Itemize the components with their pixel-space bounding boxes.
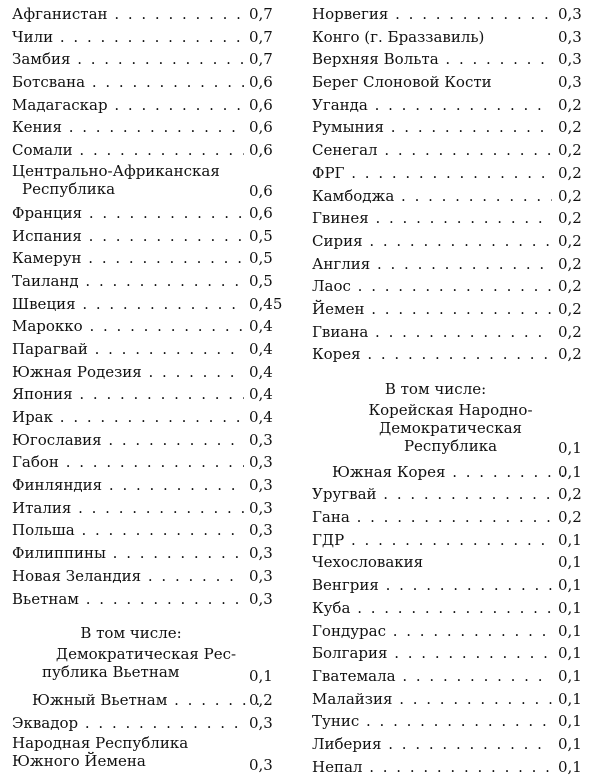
country-value: 0,6 — [249, 181, 273, 200]
country-value: 0,4 — [249, 317, 273, 336]
country-value: 0,5 — [249, 249, 273, 268]
country-name: Сирия . . . — [312, 230, 552, 253]
country-name: Уганда . . . — [312, 94, 552, 117]
country-value: 0,2 — [558, 186, 582, 205]
country-name-line: Демократическая — [379, 418, 522, 437]
country-value: 0,7 — [249, 5, 273, 23]
country-value: 0,3 — [249, 589, 273, 608]
country-name: Франция . . . — [12, 202, 244, 225]
country-value: 0,3 — [249, 521, 273, 540]
country-name: Англия . . . — [312, 253, 552, 276]
table-row — [312, 756, 589, 778]
table-row — [312, 506, 589, 529]
country-name: Кения . . . — [12, 116, 244, 139]
table-row — [312, 597, 589, 620]
country-value: 0,6 — [249, 203, 273, 222]
country-value: 0,1 — [558, 598, 582, 617]
country-name-line: Корейская Народно- — [368, 400, 533, 419]
country-value: 0,6 — [249, 141, 273, 160]
country-value: 0,3 — [249, 566, 273, 585]
country-name: Швеция . . . — [12, 293, 244, 316]
country-value: 0,1 — [558, 666, 582, 685]
table-row — [312, 275, 589, 298]
country-value: 0,1 — [558, 757, 582, 776]
country-name: Чили . . . — [12, 26, 244, 49]
table-row — [312, 710, 589, 733]
country-name-line: Центрально-Африканская — [12, 161, 220, 180]
table-row — [312, 26, 589, 49]
country-value: 0,3 — [249, 713, 273, 732]
country-value: 0,2 — [249, 690, 273, 709]
country-name: Куба . . . — [312, 597, 552, 620]
country-name-line: Народная Республика — [12, 734, 189, 753]
country-name-line: публика Вьетнам — [42, 662, 180, 681]
table-row — [12, 3, 280, 26]
table-row — [312, 298, 589, 321]
country-value: 0,6 — [249, 95, 273, 114]
country-name: Гондурас . . . — [312, 620, 552, 643]
country-name-line: Южного Йемена — [12, 752, 146, 771]
table-row — [312, 461, 589, 484]
table-row — [12, 497, 280, 520]
table-row — [12, 202, 280, 225]
country-name: Норвегия . . . — [312, 3, 552, 26]
country-name: Южная Корея . . . — [312, 461, 572, 484]
table-row — [12, 542, 280, 565]
table-row — [12, 383, 280, 406]
country-name: Камбоджа . . . — [312, 185, 552, 208]
country-value: 0,2 — [558, 163, 582, 182]
table-row — [312, 253, 589, 276]
table-row — [312, 139, 589, 162]
country-value: 0,5 — [249, 271, 273, 290]
table-row — [12, 689, 280, 712]
country-name: Корея . . . — [312, 343, 552, 366]
table-row — [312, 733, 589, 756]
table-row — [12, 315, 280, 338]
country-value: 0,2 — [558, 485, 582, 504]
table-row — [312, 401, 589, 457]
country-value: 0,2 — [558, 345, 582, 364]
left-column — [12, 3, 283, 775]
table-row — [12, 225, 280, 248]
country-name: Венгрия . . . — [312, 574, 552, 597]
country-name: Гвиана . . . — [312, 321, 552, 344]
country-value: 0,3 — [249, 430, 273, 449]
country-value: 0,2 — [558, 95, 582, 114]
table-row — [312, 116, 589, 139]
country-value: 0,4 — [249, 339, 273, 358]
country-value: 0,1 — [249, 666, 273, 685]
country-name: Йемен . . . — [312, 298, 552, 321]
country-name: Малайзия . . . — [312, 688, 552, 711]
table-row — [312, 71, 589, 94]
table-row — [12, 26, 280, 49]
country-name-line: Республика — [403, 436, 498, 455]
table-row — [12, 247, 280, 270]
table-row — [12, 712, 280, 735]
country-value: 0,7 — [249, 50, 273, 69]
country-value: 0,3 — [249, 544, 273, 563]
table-row — [12, 94, 280, 117]
country-value: 0,3 — [558, 50, 582, 69]
country-value: 0,4 — [249, 362, 273, 381]
country-value: 0,6 — [249, 73, 273, 92]
table-row — [312, 551, 589, 574]
table-row — [12, 734, 280, 774]
table-row — [312, 48, 589, 71]
country-value: 0,45 — [249, 294, 283, 313]
country-name: Южный Вьетнам . . . — [12, 689, 264, 712]
country-name: Таиланд . . . — [12, 270, 244, 293]
country-name: Япония . . . — [12, 383, 244, 406]
table-row — [312, 529, 589, 552]
country-name: Мадагаскар . . . — [12, 94, 244, 117]
country-name: Италия . . . — [12, 497, 244, 520]
country-value: 0,3 — [249, 476, 273, 495]
table-row — [312, 574, 589, 597]
table-row — [12, 565, 280, 588]
country-value: 0,2 — [558, 118, 582, 137]
country-value: 0,1 — [558, 689, 582, 708]
country-name-line: Республика — [22, 179, 116, 198]
country-name: Непал . . . — [312, 756, 552, 778]
country-name: Ботсвана . . . — [12, 71, 244, 94]
country-name: Болгария . . . — [312, 642, 552, 665]
table-row — [312, 483, 589, 506]
country-name: Финляндия . . . — [12, 474, 244, 497]
country-name: Марокко . . . — [12, 315, 244, 338]
country-name: Польша . . . — [12, 519, 244, 542]
subsection-heading: В том числе: — [384, 380, 487, 398]
country-value: 0,3 — [558, 73, 582, 92]
table-row — [12, 645, 280, 685]
country-value: 0,3 — [249, 498, 273, 517]
table-row — [12, 361, 280, 384]
country-value: 0,2 — [558, 322, 582, 341]
country-value: 0,3 — [249, 453, 273, 472]
country-value: 0,1 — [558, 734, 582, 753]
country-value: 0,6 — [249, 118, 273, 137]
table-row — [12, 519, 280, 542]
country-value: 0,2 — [558, 209, 582, 228]
country-value: 0,3 — [558, 5, 582, 23]
country-name: Лаос . . . — [312, 275, 552, 298]
country-name: Камерун . . . — [12, 247, 244, 270]
country-value: 0,1 — [558, 530, 582, 549]
table-row — [12, 588, 280, 611]
country-value: 0,2 — [558, 254, 582, 273]
table-row — [12, 71, 280, 94]
country-name: Тунис . . . — [312, 710, 552, 733]
country-value: 0,5 — [249, 226, 273, 245]
country-value: 0,2 — [558, 141, 582, 160]
country-name: Южная Родезия . . . — [12, 361, 244, 384]
country-name: Югославия . . . — [12, 429, 244, 452]
table-row — [312, 3, 589, 26]
table-row — [12, 162, 280, 202]
table-row — [12, 293, 283, 316]
country-name: ФРГ . . . — [312, 162, 552, 185]
country-value: 0,2 — [558, 277, 582, 296]
country-name: Конго (г. Браззавиль) — [312, 27, 485, 46]
table-row — [12, 338, 280, 361]
table-row — [312, 642, 589, 665]
country-name: Сенегал . . . — [312, 139, 552, 162]
country-name: Верхняя Вольта . . . — [312, 48, 552, 71]
country-value: 0,1 — [558, 462, 582, 481]
table-row — [12, 270, 280, 293]
country-value: 0,1 — [558, 621, 582, 640]
country-name: Чехословакия — [312, 553, 424, 572]
table-row — [312, 185, 589, 208]
country-name: Испания . . . — [12, 225, 244, 248]
table-row — [312, 230, 589, 253]
country-name: Парагвай . . . — [12, 338, 244, 361]
table-row — [312, 207, 589, 230]
country-name: Гватемала . . . — [312, 665, 552, 688]
country-name: Сомали . . . — [12, 139, 244, 162]
country-value: 0,1 — [558, 712, 582, 731]
table-row — [12, 429, 280, 452]
table-row — [312, 343, 589, 366]
country-name: Гвинея . . . — [312, 207, 552, 230]
table-row — [12, 139, 280, 162]
country-value: 0,3 — [249, 756, 273, 775]
table-row — [12, 474, 280, 497]
country-name: Гана . . . — [312, 506, 552, 529]
country-value: 0,2 — [558, 299, 582, 318]
table-row — [312, 688, 589, 711]
country-name: Габон . . . — [12, 451, 244, 474]
country-name: Берег Слоновой Кости — [312, 73, 492, 92]
country-name: Замбия . . . — [12, 48, 244, 71]
table-row — [12, 116, 280, 139]
country-name: Румыния . . . — [312, 116, 552, 139]
country-value: 0,2 — [558, 231, 582, 250]
country-name: Вьетнам . . . — [12, 588, 244, 611]
country-name: Ирак . . . — [12, 406, 244, 429]
table-row — [312, 665, 589, 688]
country-name: Филиппины . . . — [12, 542, 244, 565]
country-name: ГДР . . . — [312, 529, 552, 552]
table-row — [312, 620, 589, 643]
country-value: 0,4 — [249, 385, 273, 404]
subsection-heading: В том числе: — [80, 624, 182, 643]
country-name: Афганистан . . . — [12, 3, 244, 26]
country-value: 0,1 — [558, 576, 582, 595]
table-row — [12, 48, 280, 71]
table-row — [12, 451, 280, 474]
country-name: Либерия . . . — [312, 733, 552, 756]
table-row — [312, 321, 589, 344]
country-name: Новая Зеландия . . . — [12, 565, 244, 588]
table-row — [12, 406, 280, 429]
country-value: 0,1 — [558, 438, 582, 457]
table-row — [312, 162, 589, 185]
right-column — [312, 3, 589, 778]
country-name — [12, 162, 244, 198]
country-value: 0,1 — [558, 644, 582, 663]
country-value: 0,2 — [558, 508, 582, 527]
country-name: Уругвай . . . — [312, 483, 552, 506]
country-value: 0,7 — [249, 27, 273, 46]
country-value: 0,4 — [249, 408, 273, 426]
country-name-line: Демократическая Рес- — [55, 644, 237, 663]
country-value: 0,3 — [558, 27, 582, 46]
country-value: 0,1 — [558, 553, 582, 572]
table-row — [312, 94, 589, 117]
country-name: Эквадор . . . — [12, 712, 244, 735]
